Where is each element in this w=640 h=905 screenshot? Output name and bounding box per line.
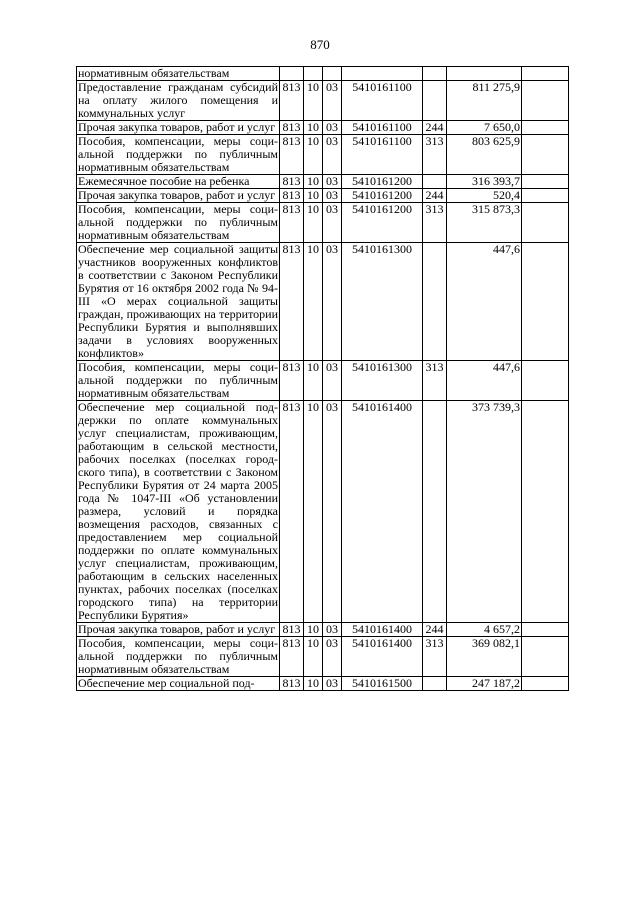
table-row	[77, 189, 569, 203]
empty-cell	[522, 67, 569, 81]
subsection-code: 03	[323, 401, 342, 623]
amount: 316 393,7	[447, 175, 522, 189]
expense-name: Обеспечение мер социальной поддержки по оплате коммунальных услуг специалистам, проживающим, работающим в сельской местности, рабочих поселках (поселках городского типа), в соответствии с Законом Республики Бурятия от 24 марта 2005 года № 1047-III «Об установлении размера, условий и порядка возмещения расходов, связанных с предоставлением мер социальной поддержки по оплате коммунальных услуг специалистам, проживающим, работающим в сельских населенных пунктах, рабочих поселках (поселках городского типа) на территории Республики Бурятия»	[78, 400, 278, 622]
table-row	[77, 677, 569, 691]
section-code: 10	[304, 175, 323, 189]
section-code: 10	[304, 81, 323, 121]
subsection-code: 03	[323, 637, 342, 677]
table-row	[77, 401, 569, 623]
ministry-code: 813	[280, 401, 304, 623]
section-code: 10	[304, 189, 323, 203]
section-code: 10	[304, 677, 323, 691]
target-article-code: 5410161400	[342, 623, 423, 637]
section-code: 10	[304, 243, 323, 361]
empty-cell	[522, 623, 569, 637]
expense-type-code	[423, 67, 447, 81]
section-code: 10	[304, 637, 323, 677]
amount: 7 650,0	[447, 121, 522, 135]
ministry-code: 813	[280, 121, 304, 135]
expense-name: Пособия, компенсации, меры социальной поддержки по публичным нормативным обязательствам	[78, 134, 278, 174]
target-article-code: 5410161200	[342, 189, 423, 203]
expense-name: Обеспечение мер социальной защиты участников вооруженных конфликтов в соответствии с Законом Республики Бурятия от 16 октября 2002 года № 94-III «О мерах социальной защиты граждан, проживающих на территории Республики Бурятия и выполнявших задачи в условиях вооруженных конфликтов»	[78, 242, 278, 360]
subsection-code: 03	[323, 677, 342, 691]
empty-cell	[522, 121, 569, 135]
empty-cell	[522, 189, 569, 203]
subsection-code: 03	[323, 203, 342, 243]
table-row	[77, 81, 569, 121]
section-code: 10	[304, 401, 323, 623]
table-row	[77, 67, 569, 81]
budget-table	[76, 66, 569, 691]
section-code: 10	[304, 135, 323, 175]
table-row	[77, 637, 569, 677]
expense-type-code: 244	[423, 189, 447, 203]
target-article-code: 5410161200	[342, 203, 423, 243]
amount: 803 625,9	[447, 135, 522, 175]
subsection-code: 03	[323, 623, 342, 637]
empty-cell	[522, 401, 569, 623]
target-article-code: 5410161200	[342, 175, 423, 189]
expense-type-code: 313	[423, 637, 447, 677]
expense-type-code: 244	[423, 623, 447, 637]
expense-type-code	[423, 175, 447, 189]
subsection-code: 03	[323, 361, 342, 401]
target-article-code: 5410161300	[342, 361, 423, 401]
section-code: 10	[304, 623, 323, 637]
amount: 373 739,3	[447, 401, 522, 623]
ministry-code: 813	[280, 203, 304, 243]
expense-name: Пособия, компенсации, меры социальной поддержки по публичным нормативным обязательствам	[78, 202, 278, 242]
expense-type-code: 244	[423, 121, 447, 135]
expense-name: Обеспечение мер социальной под-	[77, 677, 280, 691]
table-row	[77, 175, 569, 189]
subsection-code: 03	[323, 189, 342, 203]
expense-type-code: 313	[423, 135, 447, 175]
ministry-code: 813	[280, 135, 304, 175]
table-row	[77, 243, 569, 361]
table-row	[77, 203, 569, 243]
ministry-code: 813	[280, 623, 304, 637]
expense-name: Пособия, компенсации, меры социальной поддержки по публичным нормативным обязательствам	[78, 360, 278, 400]
table-row	[77, 623, 569, 637]
ministry-code: 813	[280, 637, 304, 677]
page-number: 870	[310, 37, 330, 52]
table-row	[77, 121, 569, 135]
expense-name: нормативным обязательствам	[77, 67, 280, 81]
expense-type-code: 313	[423, 361, 447, 401]
section-code: 10	[304, 121, 323, 135]
target-article-code: 5410161400	[342, 401, 423, 623]
subsection-code: 03	[323, 121, 342, 135]
expense-type-code	[423, 677, 447, 691]
amount: 811 275,9	[447, 81, 522, 121]
empty-cell	[522, 637, 569, 677]
expense-name: Прочая закупка товаров, работ и услуг	[77, 121, 280, 135]
expense-name: Прочая закупка товаров, работ и услуг	[77, 189, 280, 203]
ministry-code: 813	[280, 677, 304, 691]
expense-type-code: 313	[423, 203, 447, 243]
empty-cell	[522, 81, 569, 121]
empty-cell	[522, 677, 569, 691]
target-article-code	[342, 67, 423, 81]
ministry-code: 813	[280, 189, 304, 203]
target-article-code: 5410161300	[342, 243, 423, 361]
section-code	[304, 67, 323, 81]
ministry-code	[280, 67, 304, 81]
amount: 247 187,2	[447, 677, 522, 691]
table-row	[77, 135, 569, 175]
amount: 4 657,2	[447, 623, 522, 637]
table-row	[77, 361, 569, 401]
empty-cell	[522, 243, 569, 361]
target-article-code: 5410161400	[342, 637, 423, 677]
expense-name: Ежемесячное пособие на ребенка	[77, 175, 280, 189]
amount: 315 873,3	[447, 203, 522, 243]
ministry-code: 813	[280, 81, 304, 121]
subsection-code	[323, 67, 342, 81]
target-article-code: 5410161100	[342, 135, 423, 175]
subsection-code: 03	[323, 175, 342, 189]
expense-name: Пособия, компенсации, меры социальной поддержки по публичным нормативным обязательствам	[78, 636, 278, 676]
expense-type-code	[423, 243, 447, 361]
ministry-code: 813	[280, 243, 304, 361]
subsection-code: 03	[323, 135, 342, 175]
amount: 520,4	[447, 189, 522, 203]
ministry-code: 813	[280, 361, 304, 401]
expense-name: Прочая закупка товаров, работ и услуг	[77, 623, 280, 637]
section-code: 10	[304, 361, 323, 401]
target-article-code: 5410161100	[342, 81, 423, 121]
expense-type-code	[423, 401, 447, 623]
empty-cell	[522, 203, 569, 243]
empty-cell	[522, 361, 569, 401]
amount: 447,6	[447, 361, 522, 401]
amount: 369 082,1	[447, 637, 522, 677]
target-article-code: 5410161100	[342, 121, 423, 135]
amount: 447,6	[447, 243, 522, 361]
amount	[447, 67, 522, 81]
empty-cell	[522, 135, 569, 175]
target-article-code: 5410161500	[342, 677, 423, 691]
expense-type-code	[423, 81, 447, 121]
empty-cell	[522, 175, 569, 189]
expense-name: Предоставление гражданам субсидий на оплату жилого помещения и коммунальных услуг	[78, 80, 278, 120]
subsection-code: 03	[323, 81, 342, 121]
ministry-code: 813	[280, 175, 304, 189]
subsection-code: 03	[323, 243, 342, 361]
section-code: 10	[304, 203, 323, 243]
